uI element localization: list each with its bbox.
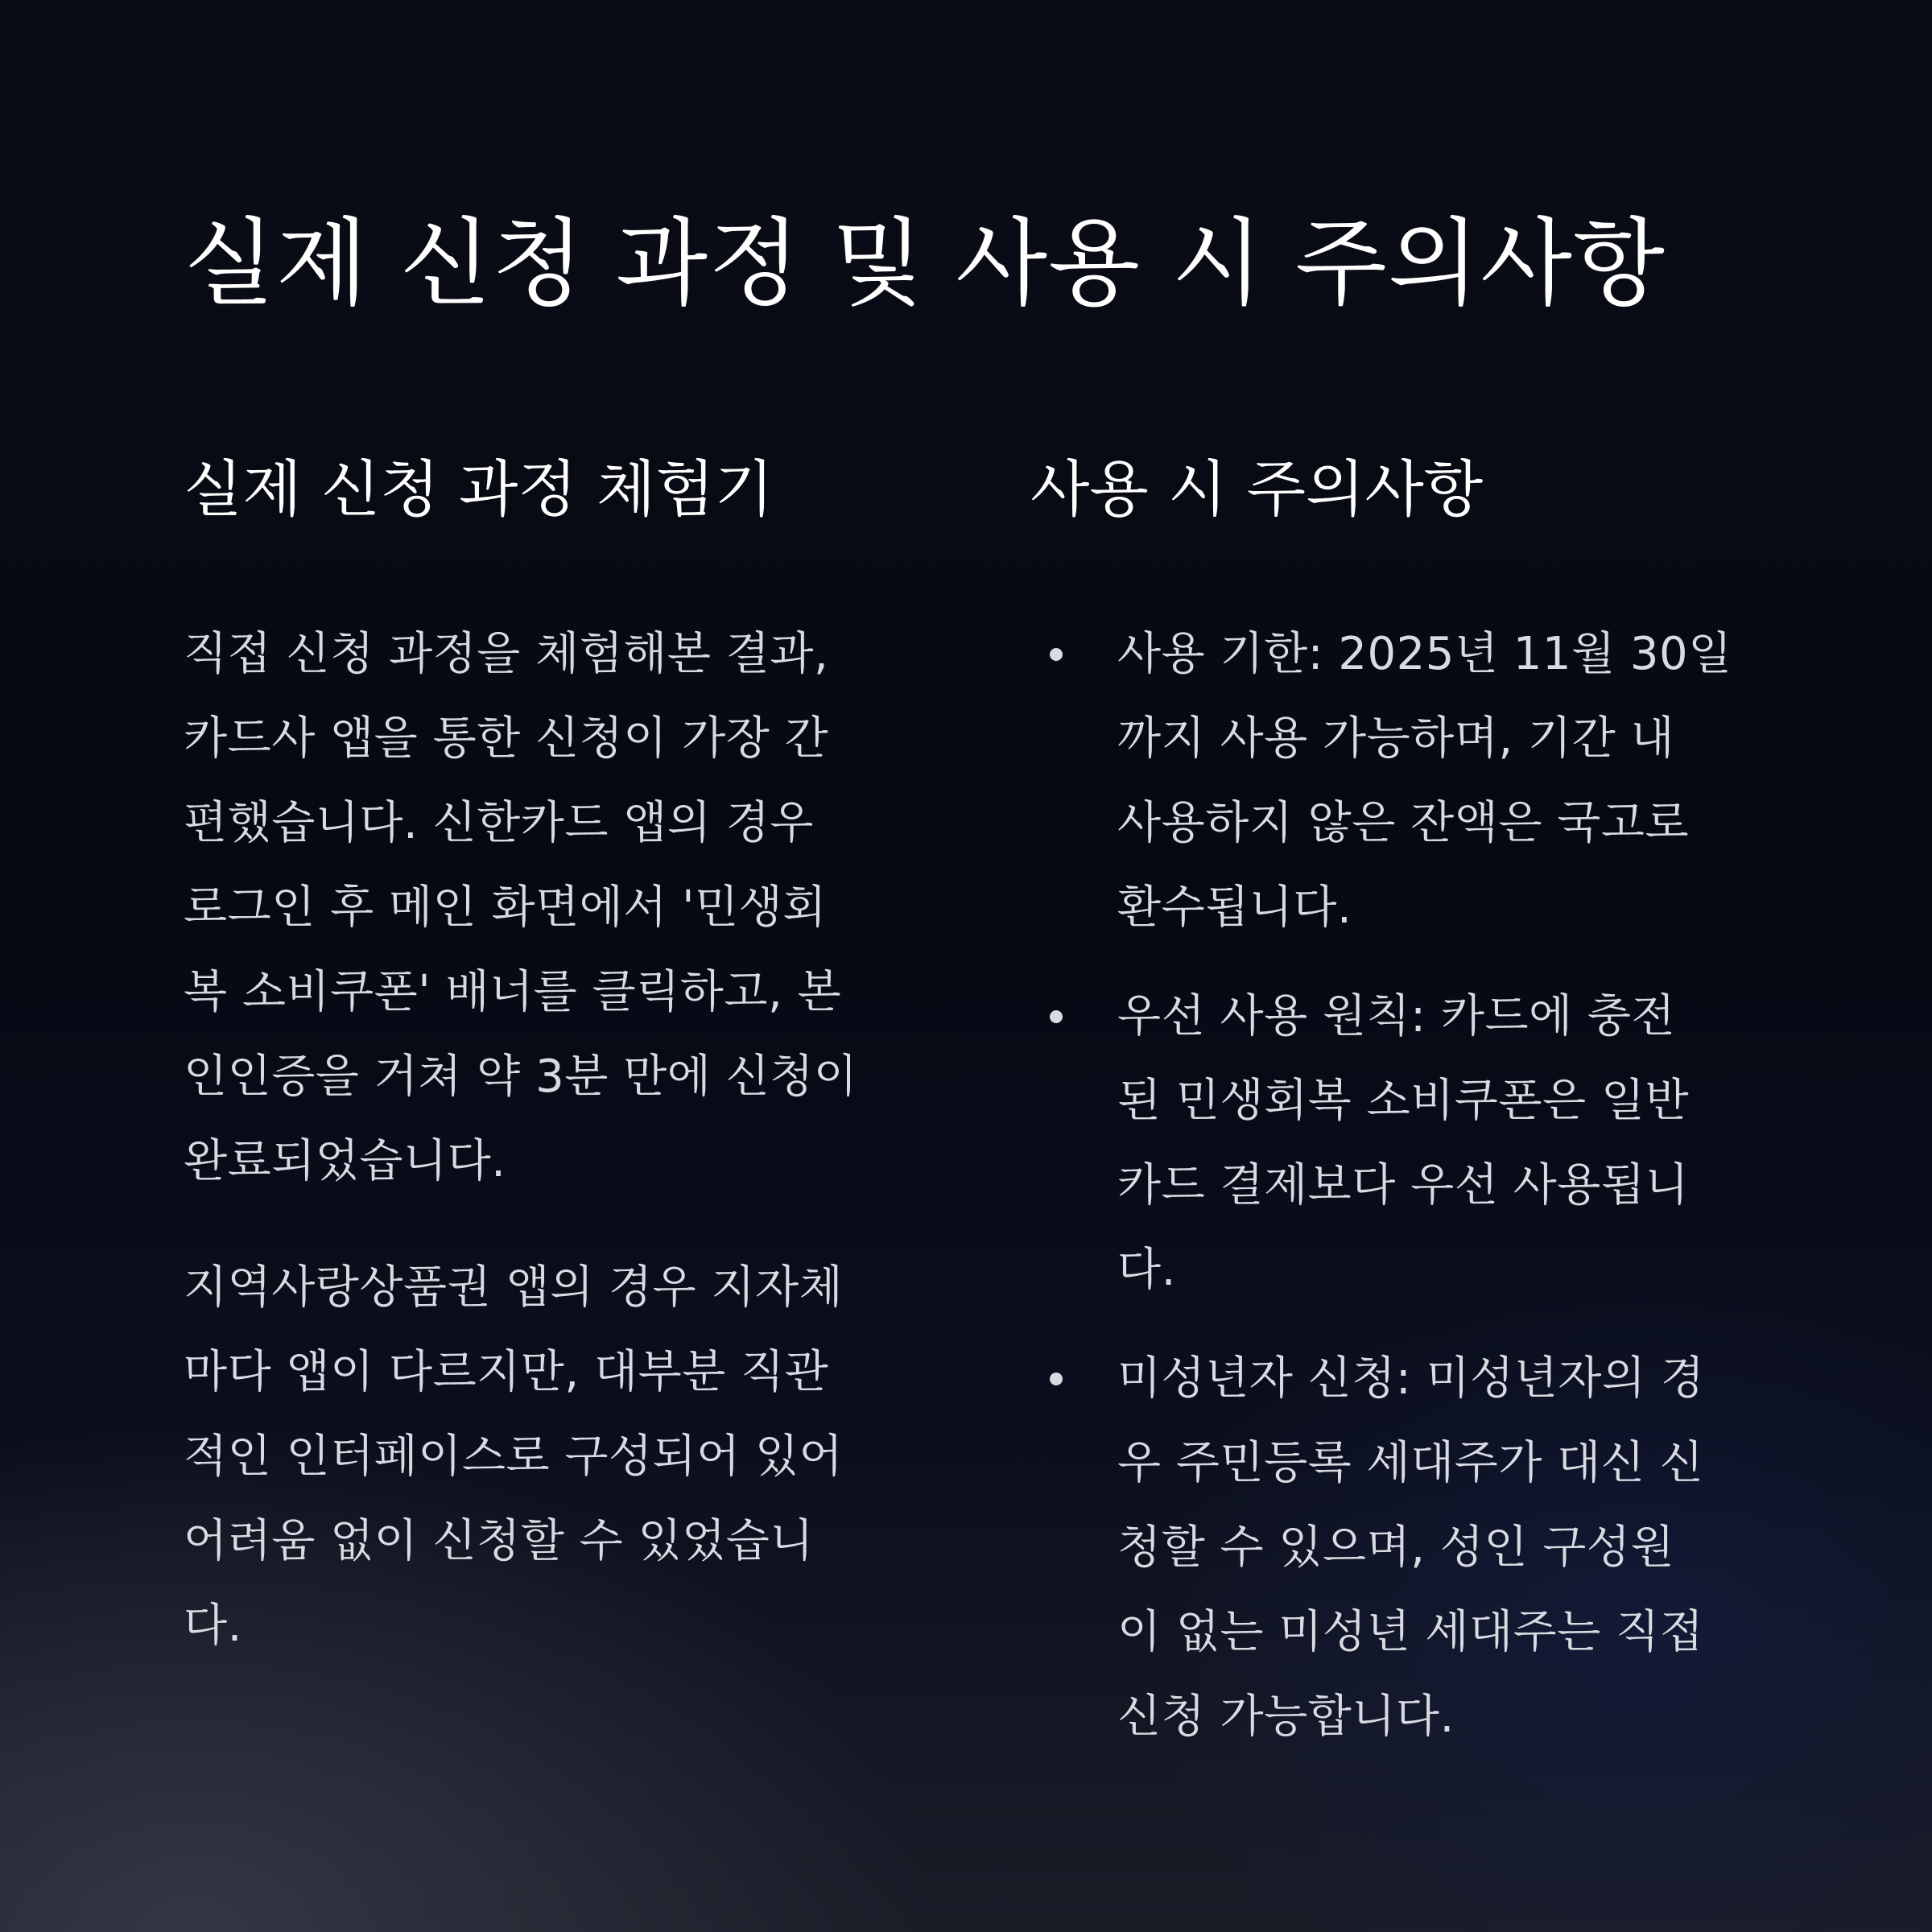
cautions-list (1030, 612, 1779, 1759)
text-line: 미성년자 신청: 미성년자의 경 (1117, 1352, 1705, 1405)
text-line: 인인증을 거쳐 약 3분 만에 신청이 (184, 1051, 858, 1103)
text-line: 로그인 후 메인 화면에서 '민생회 (184, 881, 827, 934)
text-line: 다. (184, 1600, 242, 1652)
list-item-minor-application (1030, 1336, 1779, 1759)
list-item-priority-rule (1030, 974, 1779, 1312)
paragraph-local-currency-app (184, 1245, 908, 1668)
text-line: 신청 가능합니다. (1117, 1690, 1455, 1743)
text-line: 이 없는 미성년 세대주는 직접 (1117, 1606, 1704, 1658)
text-line: 마다 앱이 다르지만, 대부분 직관 (184, 1346, 829, 1398)
text-line: 우 주민등록 세대주가 대신 신 (1117, 1437, 1704, 1489)
text-line: 까지 사용 가능하며, 기간 내 (1117, 712, 1675, 765)
text-line: 복 소비쿠폰' 배너를 클릭하고, 본 (184, 966, 842, 1018)
text-line: 어려움 없이 신청할 수 있었습니 (184, 1515, 814, 1567)
text-line: 청할 수 있으며, 성인 구성원 (1117, 1521, 1675, 1574)
text-line: 다. (1117, 1244, 1176, 1296)
right-column (1030, 441, 1779, 1783)
text-line: 지역사랑상품권 앱의 경우 지자체 (184, 1261, 844, 1314)
bullet-icon (1050, 1373, 1063, 1385)
section-heading-cautions: 사용 시 주의사항 (1030, 453, 1484, 525)
text-line: 직접 신청 과정을 체험해본 결과, (184, 628, 829, 680)
text-line: 적인 인터페이스로 구성되어 있어 (184, 1430, 844, 1483)
text-line: 우선 사용 원칙: 카드에 충전 (1117, 990, 1676, 1042)
page-title: 실제 신청 과정 및 사용 시 주의사항 (184, 208, 1666, 319)
text-line: 카드사 앱을 통한 신청이 가장 간 (184, 712, 829, 765)
bullet-icon (1050, 1010, 1063, 1023)
bullet-icon (1050, 648, 1063, 661)
section-heading-experience: 실제 신청 과정 체험기 (184, 453, 774, 525)
text-line: 사용 기한: 2025년 11월 30일 (1117, 628, 1732, 680)
text-line: 카드 결제보다 우선 사용됩니 (1117, 1159, 1690, 1212)
text-line: 사용하지 않은 잔액은 국고로 (1117, 797, 1690, 849)
text-line: 된 민생회복 소비쿠폰은 일반 (1117, 1075, 1690, 1127)
list-item-usage-deadline (1030, 612, 1779, 950)
paragraph-card-app-experience (184, 612, 908, 1203)
text-line: 환수됩니다. (1117, 881, 1352, 934)
text-line: 완료되었습니다. (184, 1135, 506, 1187)
left-column (184, 441, 908, 1668)
text-line: 편했습니다. 신한카드 앱의 경우 (184, 797, 814, 849)
